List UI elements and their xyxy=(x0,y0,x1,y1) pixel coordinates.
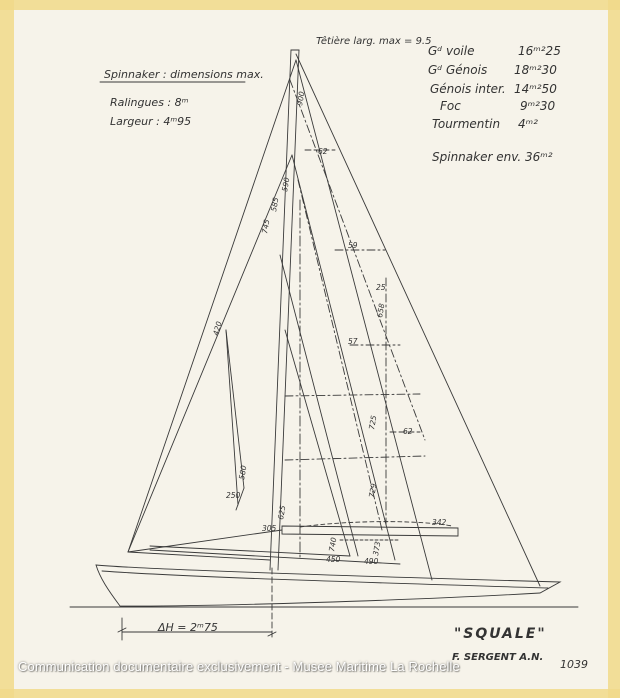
ralingues-note: Ralingues : 8ᵐ xyxy=(110,96,189,109)
spinnaker-title: Spinnaker : dimensions max. xyxy=(104,68,264,81)
sail-name-1: Gᵈ Génois xyxy=(428,63,488,77)
spinnaker-area: Spinnaker env. 36ᵐ² xyxy=(432,150,553,164)
backstay xyxy=(128,155,292,552)
copyright-footer: Communication documentaire exclusivement - Musee Maritime La Rochelle xyxy=(18,659,460,674)
dim-305: 305 xyxy=(262,524,277,533)
dim-900: 900 xyxy=(295,90,307,107)
dim-745: 745 xyxy=(260,218,272,235)
dim-580: 580 xyxy=(237,464,249,481)
dim-373: 373 xyxy=(371,540,383,557)
dim-729: 729 xyxy=(367,482,379,499)
plate-number: 1039 xyxy=(560,658,588,671)
sail-name-4: Tourmentin xyxy=(432,117,501,131)
boom xyxy=(282,526,458,536)
dim-62b: 62 xyxy=(403,427,413,436)
dim-658: 658 xyxy=(375,302,387,319)
sail-area-2: 14ᵐ²50 xyxy=(514,82,557,96)
dim-62a: 62 xyxy=(318,147,328,156)
dim-59: 59 xyxy=(348,241,358,250)
sail-name-3: Foc xyxy=(440,99,461,113)
dim-740: 740 xyxy=(327,536,339,553)
dim-25: 25 xyxy=(376,283,386,292)
dim-250: 250 xyxy=(226,491,241,500)
sail-area-table xyxy=(428,44,561,164)
sail-name-0: Gᵈ voile xyxy=(428,44,475,58)
dim-57: 57 xyxy=(348,337,358,346)
sail-area-3: 9ᵐ²30 xyxy=(520,99,556,113)
boat-name: "SQUALE" xyxy=(454,626,547,642)
foot-line-b xyxy=(128,552,270,560)
dim-342: 342 xyxy=(432,518,447,527)
dim-585: 585 xyxy=(269,196,281,213)
delta-h-label: ΔH = 2ᵐ75 xyxy=(158,621,218,634)
dim-490: 490 xyxy=(364,557,379,566)
designer: F. SERGENT A.N. xyxy=(452,652,544,663)
forestay xyxy=(296,54,540,586)
sail-area-1: 18ᵐ²30 xyxy=(514,63,557,77)
storm-jib xyxy=(285,330,350,556)
sail-name-2: Génois inter. xyxy=(430,82,506,96)
dim-625: 625 xyxy=(276,504,288,521)
mainsail-luff xyxy=(128,60,296,552)
dim-725: 725 xyxy=(367,414,379,431)
mast-back xyxy=(278,50,299,570)
dim-590: 590 xyxy=(280,176,292,193)
largeur-note: Largeur : 4ᵐ95 xyxy=(110,115,192,128)
genoa-leech xyxy=(296,60,432,580)
sail-area-4: 4ᵐ² xyxy=(518,117,538,131)
dim-420: 420 xyxy=(211,320,224,337)
tetiere-note: Têtière larg. max = 9.5 xyxy=(316,36,432,47)
dim-450: 450 xyxy=(326,555,341,564)
sail-area-0: 16ᵐ²25 xyxy=(518,44,561,58)
jib-leech xyxy=(280,255,358,556)
hull xyxy=(96,565,560,606)
